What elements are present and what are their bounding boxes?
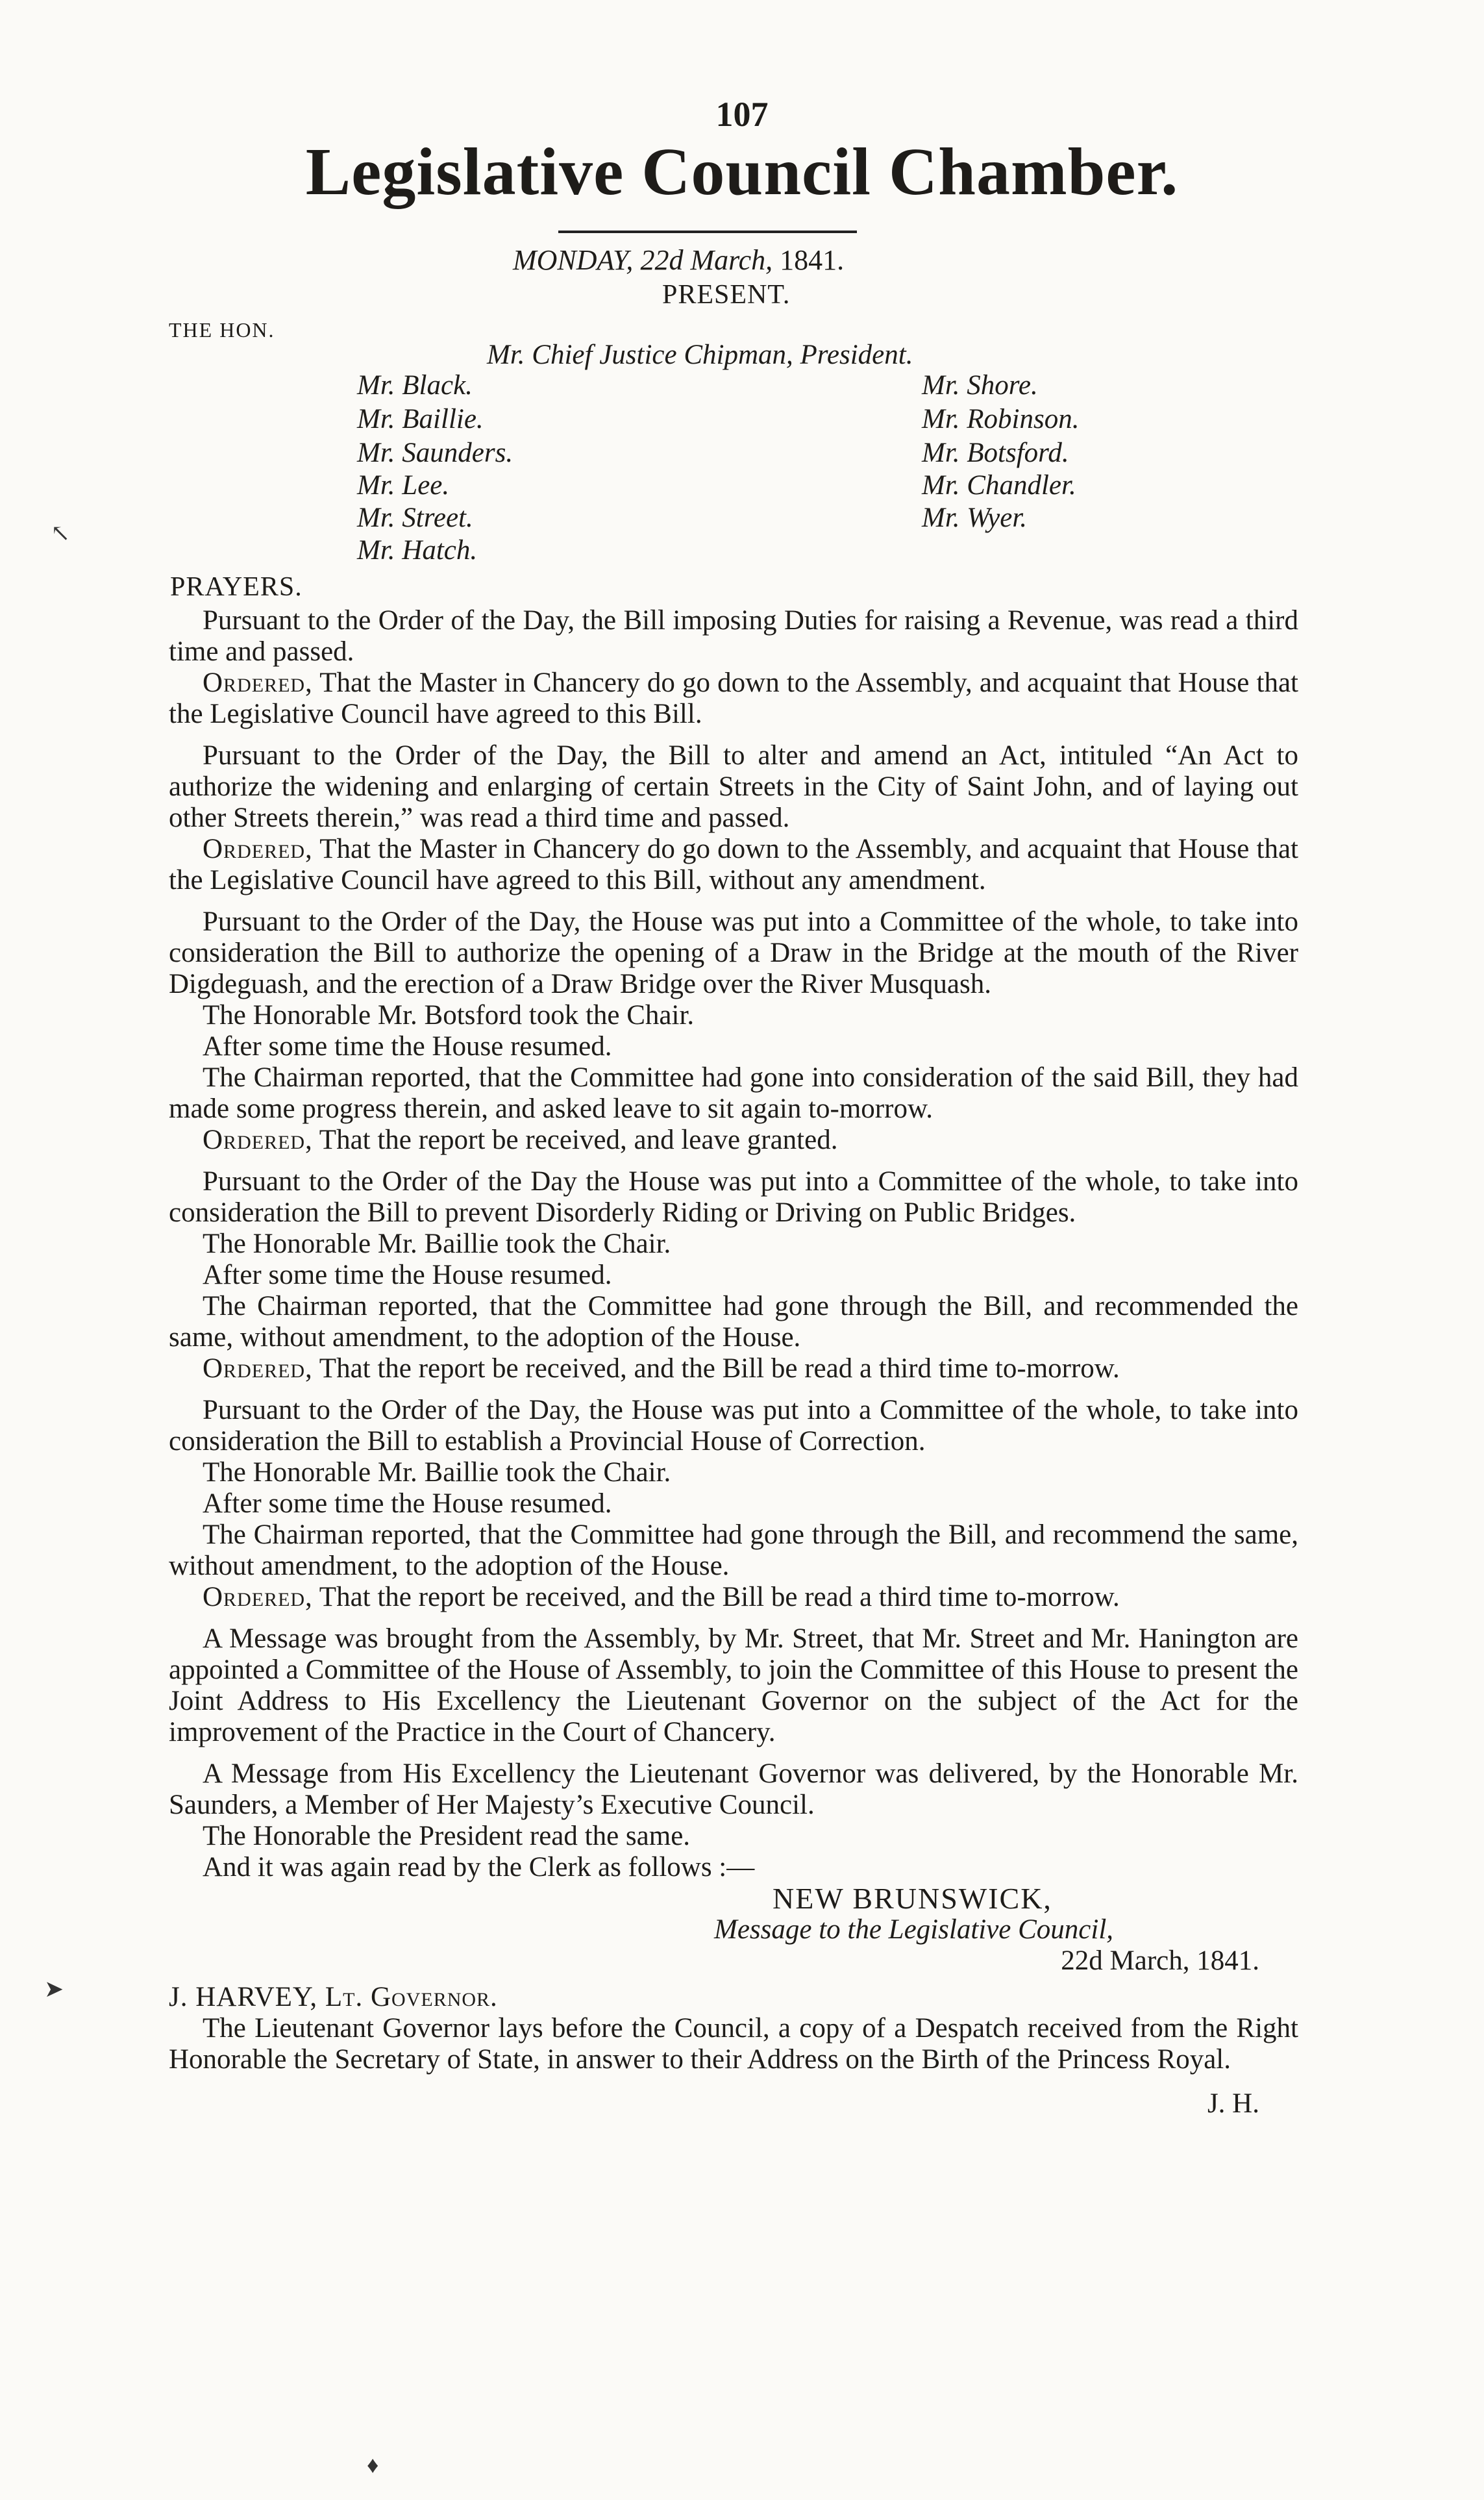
title-rule — [558, 231, 857, 233]
paragraph: The Honorable Mr. Botsford took the Chair. — [203, 1000, 695, 1031]
paragraph: Pursuant to the Order of the Day, the House was put into a Committee of the whole, to take into consideration the Bill to authorize the opening of a Draw in the Bridge at the mouth of the River Digdeguash, and the erection of a Draw Bridge over the River Musquash. — [169, 906, 1298, 999]
ordered-paragraph — [169, 1582, 1298, 1613]
member-left-4: Mr. Lee. — [357, 470, 450, 501]
date-date: 22d March, — [640, 244, 773, 276]
member-right-3: Mr. Botsford. — [922, 438, 1069, 468]
member-left-5: Mr. Street. — [357, 503, 473, 533]
ordered-paragraph — [169, 1125, 1298, 1156]
scan-mark: ➤ — [44, 1976, 64, 2002]
paragraph: The Chairman reported, that the Committee had gone into consideration of the said Bill, they had made some progress therein, and asked leave to sit again to-morrow. — [169, 1062, 1298, 1124]
paragraph: The Honorable Mr. Baillie took the Chair. — [203, 1457, 671, 1488]
message-title: Message to the Legislative Council, — [714, 1914, 1114, 1945]
ordered-label: Ordered, — [203, 834, 313, 864]
member-right-2: Mr. Robinson. — [922, 404, 1080, 434]
member-left-1: Mr. Black. — [357, 370, 473, 401]
president-line: Mr. Chief Justice Chipman, President. — [487, 340, 913, 370]
ordered-text: That the Master in Chancery do go down to the Assembly, and acquaint that House that the Legislative Council have agreed to this Bill, without any amendment. — [169, 834, 1298, 895]
ordered-paragraph — [169, 668, 1298, 730]
ordered-label: Ordered, — [203, 668, 313, 698]
paragraph: After some time the House resumed. — [203, 1031, 612, 1062]
paragraph: Pursuant to the Order of the Day, the House was put into a Committee of the whole, to take into consideration the Bill to establish a Provincial House of Correction. — [169, 1395, 1298, 1456]
paragraph: A Message from His Excellency the Lieutenant Governor was delivered, by the Honorable Mr. Saunders, a Member of Her Majesty’s Executive Council. — [169, 1758, 1298, 1820]
paragraph: After some time the House resumed. — [203, 1488, 612, 1519]
paragraph: And it was again read by the Clerk as follows :— — [203, 1852, 755, 1882]
scan-mark: ↖ — [51, 520, 71, 546]
message-body: The Lieutenant Governor lays before the Council, a copy of a Despatch received from the Right Honorable the Secretary of State, in answer to their Address on the Birth of the Princess Royal. — [169, 2013, 1298, 2075]
present-label: PRESENT. — [662, 280, 791, 310]
paragraph: Pursuant to the Order of the Day, the Bill imposing Duties for raising a Revenue, was read a third time and passed. — [169, 605, 1298, 667]
ordered-label: Ordered, — [203, 1582, 313, 1612]
date-year: 1841. — [780, 244, 845, 276]
ordered-text: That the Master in Chancery do go down to the Assembly, and acquaint that House that the Legislative Council have agreed to this Bill. — [169, 668, 1298, 729]
member-left-3: Mr. Saunders. — [357, 438, 513, 468]
ordered-label: Ordered, — [203, 1125, 313, 1155]
member-right-4: Mr. Chandler. — [922, 470, 1076, 501]
prayers-label: PRAYERS. — [170, 572, 303, 602]
member-right-5: Mr. Wyer. — [922, 503, 1028, 533]
message-initials: J. H. — [1207, 2088, 1259, 2119]
paragraph: The Honorable Mr. Baillie took the Chair. — [203, 1229, 671, 1259]
message-signature: J. HARVEY, Lt. Governor. — [169, 1982, 498, 2012]
member-right-1: Mr. Shore. — [922, 370, 1038, 401]
ordered-paragraph — [169, 1353, 1298, 1384]
ordered-text: That the report be received, and leave granted. — [319, 1125, 838, 1155]
date-day: MONDAY, — [513, 244, 634, 276]
paragraph: A Message was brought from the Assembly, by Mr. Street, that Mr. Street and Mr. Hanington are appointed a Committee of the House of Assembly, to join the Committee of this House to present the Joint Address to His Excellency the Lieutenant Governor on the subject of the Act for the improvement of the Practice in the Court of Chancery. — [169, 1623, 1298, 1747]
proceedings-body — [169, 605, 1298, 2119]
paragraph: Pursuant to the Order of the Day the House was put into a Committee of the whole, to take into consideration the Bill to prevent Disorderly Riding or Driving on Public Bridges. — [169, 1166, 1298, 1228]
member-left-2: Mr. Baillie. — [357, 404, 484, 434]
paragraph: After some time the House resumed. — [203, 1260, 612, 1290]
member-left-6: Mr. Hatch. — [357, 535, 478, 566]
page-title: Legislative Council Chamber. — [305, 134, 1179, 209]
paragraph: The Chairman reported, that the Committee had gone through the Bill, and recommended the same, without amendment, to the adoption of the House. — [169, 1291, 1298, 1353]
paragraph: Pursuant to the Order of the Day, the Bill to alter and amend an Act, intituled “An Act to authorize the widening and enlarging of certain Streets in the City of Saint John, and of laying out other Streets therein,” was read a third time and passed. — [169, 740, 1298, 833]
the-hon-label: THE HON. — [169, 318, 275, 342]
paragraph: The Honorable the President read the same. — [203, 1821, 691, 1851]
ordered-text: That the report be received, and the Bill be read a third time to-morrow. — [319, 1353, 1120, 1384]
message-date: 22d March, 1841. — [1061, 1945, 1259, 1976]
ordered-paragraph — [169, 834, 1298, 896]
session-date — [513, 244, 844, 277]
scan-mark: ♦ — [367, 2452, 379, 2478]
message-province: NEW BRUNSWICK, — [773, 1882, 1052, 1915]
ordered-text: That the report be received, and the Bill be read a third time to-morrow. — [319, 1582, 1120, 1612]
page-number: 107 — [715, 95, 769, 134]
paragraph: The Chairman reported, that the Committee had gone through the Bill, and recommend the same, without amendment, to the adoption of the House. — [169, 1519, 1298, 1581]
ordered-label: Ordered, — [203, 1353, 313, 1384]
